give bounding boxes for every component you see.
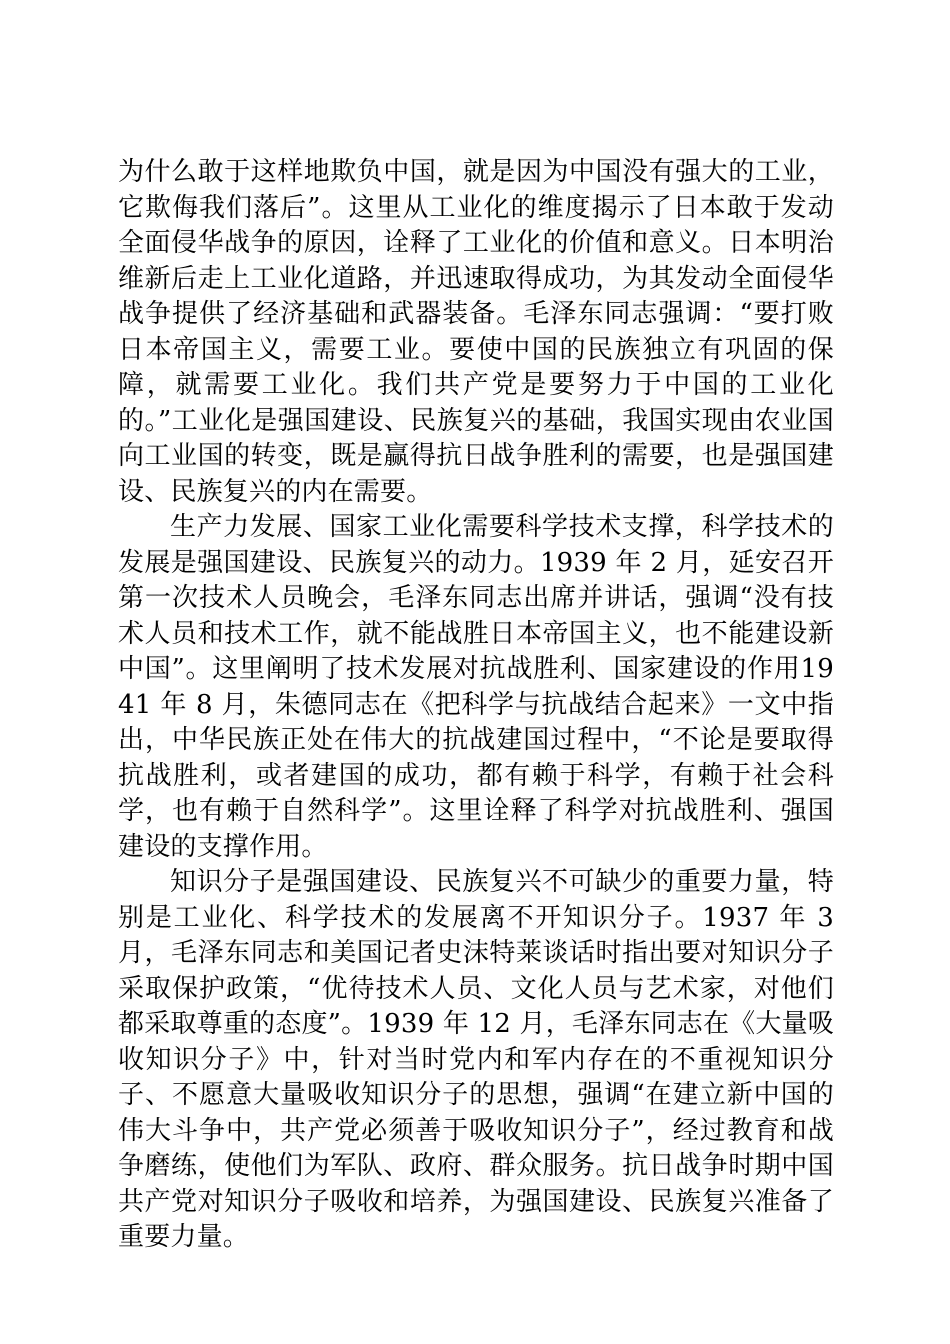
paragraph-intellectuals: 知识分子是强国建设、民族复兴不可缺少的重要力量，特别是工业化、科学技术的发展离不开知识分子。1937 年 3 月，毛泽东同志和美国记者史沫特莱谈话时指出要对知识分子采取保护政策，“优待技术人员、文化人员与艺术家，对他们都采取尊重的态度”。1939 年 12 月，毛泽东同志在《大量吸收知识分子》中，针对当时党内和军内存在的不重视知识分子、不愿意大量吸收知识分子的思想，强调“在建立新中国的伟大斗争中，共产党必须善于吸收知识分子”，经过教育和战争磨练，使他们为军队、政府、群众服务。抗日战争时期中国共产党对知识分子吸收和培养，为强国建设、民族复兴准备了重要力量。	[118, 867, 834, 1252]
body-text	[118, 155, 834, 1256]
paragraph-industrialization: 为什么敢于这样地欺负中国，就是因为中国没有强大的工业，它欺侮我们落后”。这里从工业化的维度揭示了日本敢于发动全面侵华战争的原因，诠释了工业化的价值和意义。日本明治维新后走上工业化道路，并迅速取得成功，为其发动全面侵华战争提供了经济基础和武器装备。毛泽东同志强调：“要打败日本帝国主义，需要工业。要使中国的民族独立有巩固的保障，就需要工业化。我们共产党是要努力于中国的工业化的。”工业化是强国建设、民族复兴的基础，我国实现由农业国向工业国的转变，既是赢得抗日战争胜利的需要，也是强国建设、民族复兴的内在需要。	[118, 157, 834, 507]
paragraph-science-technology: 生产力发展、国家工业化需要科学技术支撑，科学技术的发展是强国建设、民族复兴的动力。1939 年 2 月，延安召开第一次技术人员晚会，毛泽东同志出席并讲话，强调“没有技术人员和技术工作，就不能战胜日本帝国主义，也不能建设新中国”。这里阐明了技术发展对抗战胜利、国家建设的作用1941 年 8 月，朱德同志在《把科学与抗战结合起来》一文中指出，中华民族正处在伟大的抗战建国过程中，“不论是要取得抗战胜利，或者建国的成功，都有赖于科学，有赖于社会科学，也有赖于自然科学”。这里诠释了科学对抗战胜利、强国建设的支撑作用。	[118, 512, 834, 862]
